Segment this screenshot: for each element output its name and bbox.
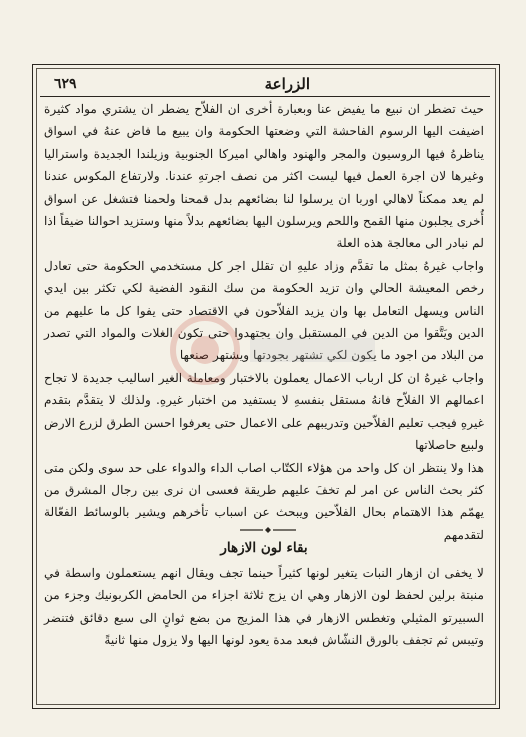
paragraph: واجاب غيرهُ بمثل ما تقدَّم وزاد عليهِ ان تقلل اجر كل مستخدمي الحكومة حتى تعادل رخص المعيشة الحالي وان تزيد الحكومة من سك النقود الفضية لكي تكثر بين ايدي الناس ويسهل التعامل بها وان يزيد الفلاّحون في الاقتصاد حتى يفوا كل ما عليهم من الدين ويَتَّقوا من الدين في المستقبل وان يجتهدوا حتى تكون الغلات والمواد التي تصدر من البلاد من اجود ما يكون لكي تشتهر بجودتها ويشتهر صنعها bbox=[44, 258, 484, 363]
paragraph: واجاب غيرهُ ان كل ارباب الاعمال يعملون بالاختبار ومعاملة الغير اساليب جديدة لا تجاح اعمالهم الا الفلاّح فانهُ مستقل بنفسهِ لا يستفيد من اختبار غيرهِ. ولذلك لا يتقدَّم بتقدم غيرهِ فيجب تعليم الفلاّحين وتدريبهم على الاعمال حتى يعرفوا احسن الطرق لزرع الارض ولبيع حاصلاتها bbox=[44, 370, 484, 453]
section-body bbox=[44, 562, 484, 652]
section-heading: بقاء لون الازهار bbox=[220, 540, 308, 556]
running-title: الزراعة bbox=[264, 75, 310, 93]
paragraph: هذا ولا ينتظر ان كل واحد من هؤلاء الكتّاب اصاب الداء والدواء على حد سوى ولكن متى كثر بحث الناس عن امر لم تخفَ عليهم طريقة فعسى ان نرى بين رجال المشرق من يهمّم هذا الاهتمام بحال الفلاّحين ويبحث عن اسباب تأخرهم ويشير بالوسائط الفعّالة لتقدمهم bbox=[44, 460, 484, 542]
page-header bbox=[40, 72, 490, 97]
article-body bbox=[44, 98, 484, 546]
paragraph: لا يخفى ان ازهار النبات يتغير لونها كثيراً حينما تجف ويقال انهم يستعملون واسطة في منبتة برلين لحفظ لون الازهار وهي ان يزج ثلاثة اجزاء من الحامض الكربونيك وجزء من السبيرتو المثيلي وتغطس الازهار في هذا المزيج من بضع ثوانٍ الى سبع دقائق فتنضر وتيبس ثم تجفف بالورق النشّاش فبعد مدة يعود لونها اليها ولا يزول منها ثانيةً bbox=[44, 566, 484, 648]
page-number: ٦٢٩ bbox=[54, 76, 77, 92]
paragraph: حيث تضطر ان نبيع ما يفيض عنا وبعبارة أخرى ان الفلاّح يضطر ان يشتري مواد كثيرة اضيفت اليها الرسوم الفاحشة التي وضعتها الحكومة وان يبيع ما فاض عنهُ في اسواق يناظرهُ فيها الروسيون والمجر والهنود واهالي اميركا الجنوبية وزيلندا الجديدة واستراليا وغيرها لان اجرة العمل فيها ليست اكثر من نصف اجرتهِ عندنا. ولارتفاع المكوس عندنا لم يعد ممكناً لاهالي اوربا ان يرسلوا لنا بضائعهم بدل قمحنا ولحمنا فتشغل عن اسواق أُخرى يجلبون منها القمح واللحم ويرسلون اليها بضائعهم بدلاً منها وستزيد احوالنا ضيقاً اذا لم نبادر الى معالجة هذه العلة bbox=[44, 102, 484, 251]
section-divider-ornament bbox=[238, 526, 298, 534]
